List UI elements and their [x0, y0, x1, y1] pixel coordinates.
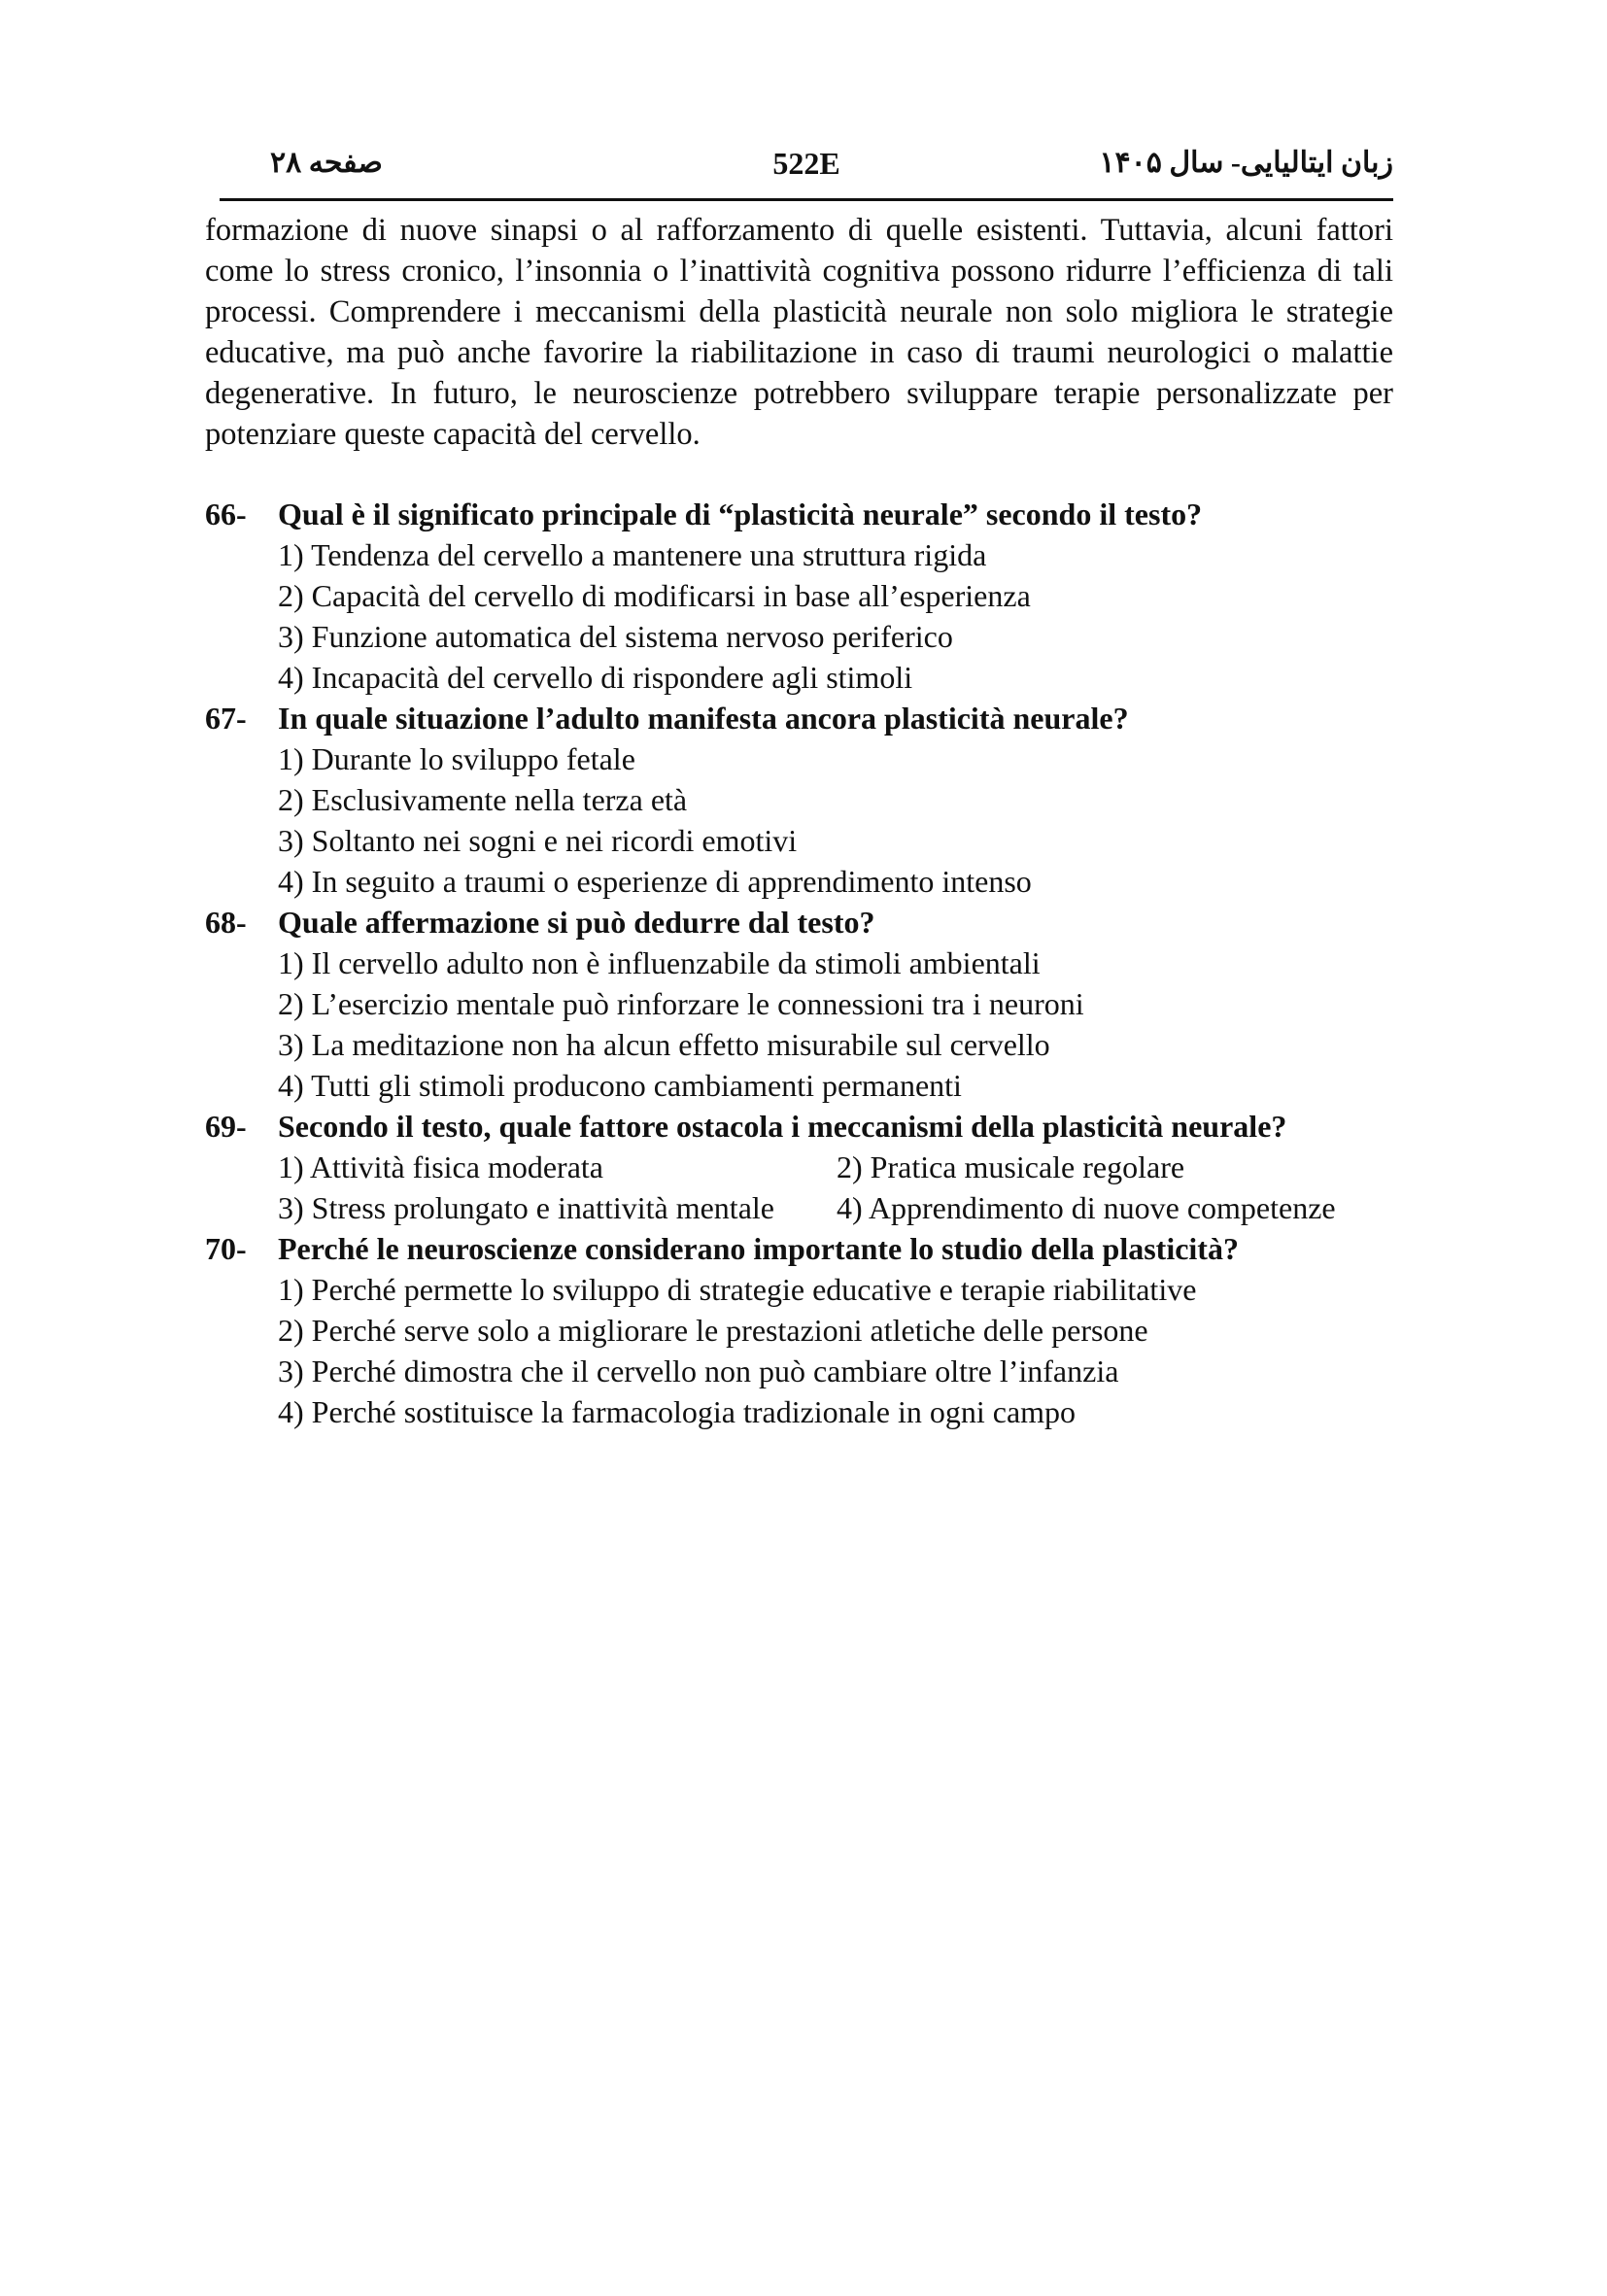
- answer-option: 1) Il cervello adulto non è influenzabile da stimoli ambientali: [278, 945, 1041, 980]
- question-number: 67-: [205, 701, 247, 736]
- question-number: 68-: [205, 905, 247, 940]
- answer-option: 2) Pratica musicale regolare: [837, 1149, 1185, 1184]
- question-68: [205, 902, 1393, 1106]
- question-text: Secondo il testo, quale fattore ostacola i meccanismi della plasticità neurale?: [278, 1109, 1287, 1144]
- header-divider: [220, 198, 1393, 201]
- passage-line: educative, ma può anche favorire la riabilitazione in caso di traumi neurologici o malattie: [205, 335, 1393, 370]
- question-heading: [205, 698, 1393, 738]
- page-header: [220, 146, 1393, 196]
- answer-option: 3) La meditazione non ha alcun effetto misurabile sul cervello: [278, 1027, 1050, 1062]
- passage-line: come lo stress cronico, l’insonnia o l’inattività cognitiva possono ridurre l’efficienza di tali: [205, 254, 1393, 289]
- booklet-code: 522E: [772, 146, 840, 181]
- answer-option: 2) L’esercizio mentale può rinforzare le connessioni tra i neuroni: [278, 986, 1084, 1021]
- question-heading: [205, 1106, 1393, 1147]
- question-number: 70-: [205, 1231, 247, 1266]
- answer-option: 4) Apprendimento di nuove competenze: [837, 1190, 1336, 1225]
- passage-line: processi. Comprendere i meccanismi della plasticità neurale non solo migliora le strategie: [205, 294, 1393, 329]
- question-heading: [205, 494, 1393, 534]
- question-70: [205, 1228, 1393, 1432]
- question-text: Quale affermazione si può dedurre dal testo?: [278, 905, 875, 940]
- answer-option: 1) Durante lo sviluppo fetale: [278, 741, 635, 776]
- answer-option: 1) Perché permette lo sviluppo di strategie educative e terapie riabilitative: [278, 1272, 1197, 1307]
- passage-line: formazione di nuove sinapsi o al rafforzamento di quelle esistenti. Tuttavia, alcuni fattori: [205, 213, 1393, 248]
- question-heading: [205, 1228, 1393, 1269]
- passage-line: potenziare queste capacità del cervello.: [205, 417, 701, 452]
- answer-option: 4) Incapacità del cervello di rispondere agli stimoli: [278, 660, 913, 695]
- page-number-label: صفحه ۲۸: [270, 147, 383, 179]
- question-69: [205, 1106, 1393, 1228]
- answer-option: 2) Capacità del cervello di modificarsi in base all’esperienza: [278, 578, 1031, 613]
- answer-option: 2) Perché serve solo a migliorare le prestazioni atletiche delle persone: [278, 1313, 1148, 1348]
- exam-title: زبان ایتالیایی- سال ۱۴۰۵: [1099, 147, 1393, 179]
- answer-option: 3) Funzione automatica del sistema nervoso periferico: [278, 619, 953, 654]
- question-66: [205, 494, 1393, 698]
- answer-option: 4) Perché sostituisce la farmacologia tradizionale in ogni campo: [278, 1394, 1077, 1429]
- answer-option: 3) Perché dimostra che il cervello non può cambiare oltre l’infanzia: [278, 1354, 1119, 1388]
- answer-option: 2) Esclusivamente nella terza età: [278, 782, 688, 817]
- passage-line: degenerative. In futuro, le neuroscienze potrebbero sviluppare terapie personalizzate per: [205, 376, 1393, 411]
- answer-option: 4) Tutti gli stimoli producono cambiamenti permanenti: [278, 1068, 962, 1103]
- question-list: [205, 494, 1393, 1432]
- answer-option-row: [205, 1147, 1393, 1187]
- question-number: 66-: [205, 497, 247, 531]
- question-67: [205, 698, 1393, 902]
- question-text: Perché le neuroscienze considerano importante lo studio della plasticità?: [278, 1231, 1239, 1266]
- answer-option: 1) Attività fisica moderata: [278, 1149, 603, 1184]
- question-number: 69-: [205, 1109, 247, 1144]
- reading-passage: [205, 210, 1393, 455]
- question-text: Qual è il significato principale di “plasticità neurale” secondo il testo?: [278, 497, 1203, 531]
- question-heading: [205, 902, 1393, 942]
- answer-option: 3) Soltanto nei sogni e nei ricordi emotivi: [278, 823, 798, 858]
- answer-option: 1) Tendenza del cervello a mantenere una struttura rigida: [278, 537, 987, 572]
- answer-option-row: [205, 1187, 1393, 1228]
- question-text: In quale situazione l’adulto manifesta ancora plasticità neurale?: [278, 701, 1129, 736]
- answer-option: 4) In seguito a traumi o esperienze di apprendimento intenso: [278, 864, 1032, 899]
- answer-option: 3) Stress prolungato e inattività mentale: [278, 1190, 774, 1225]
